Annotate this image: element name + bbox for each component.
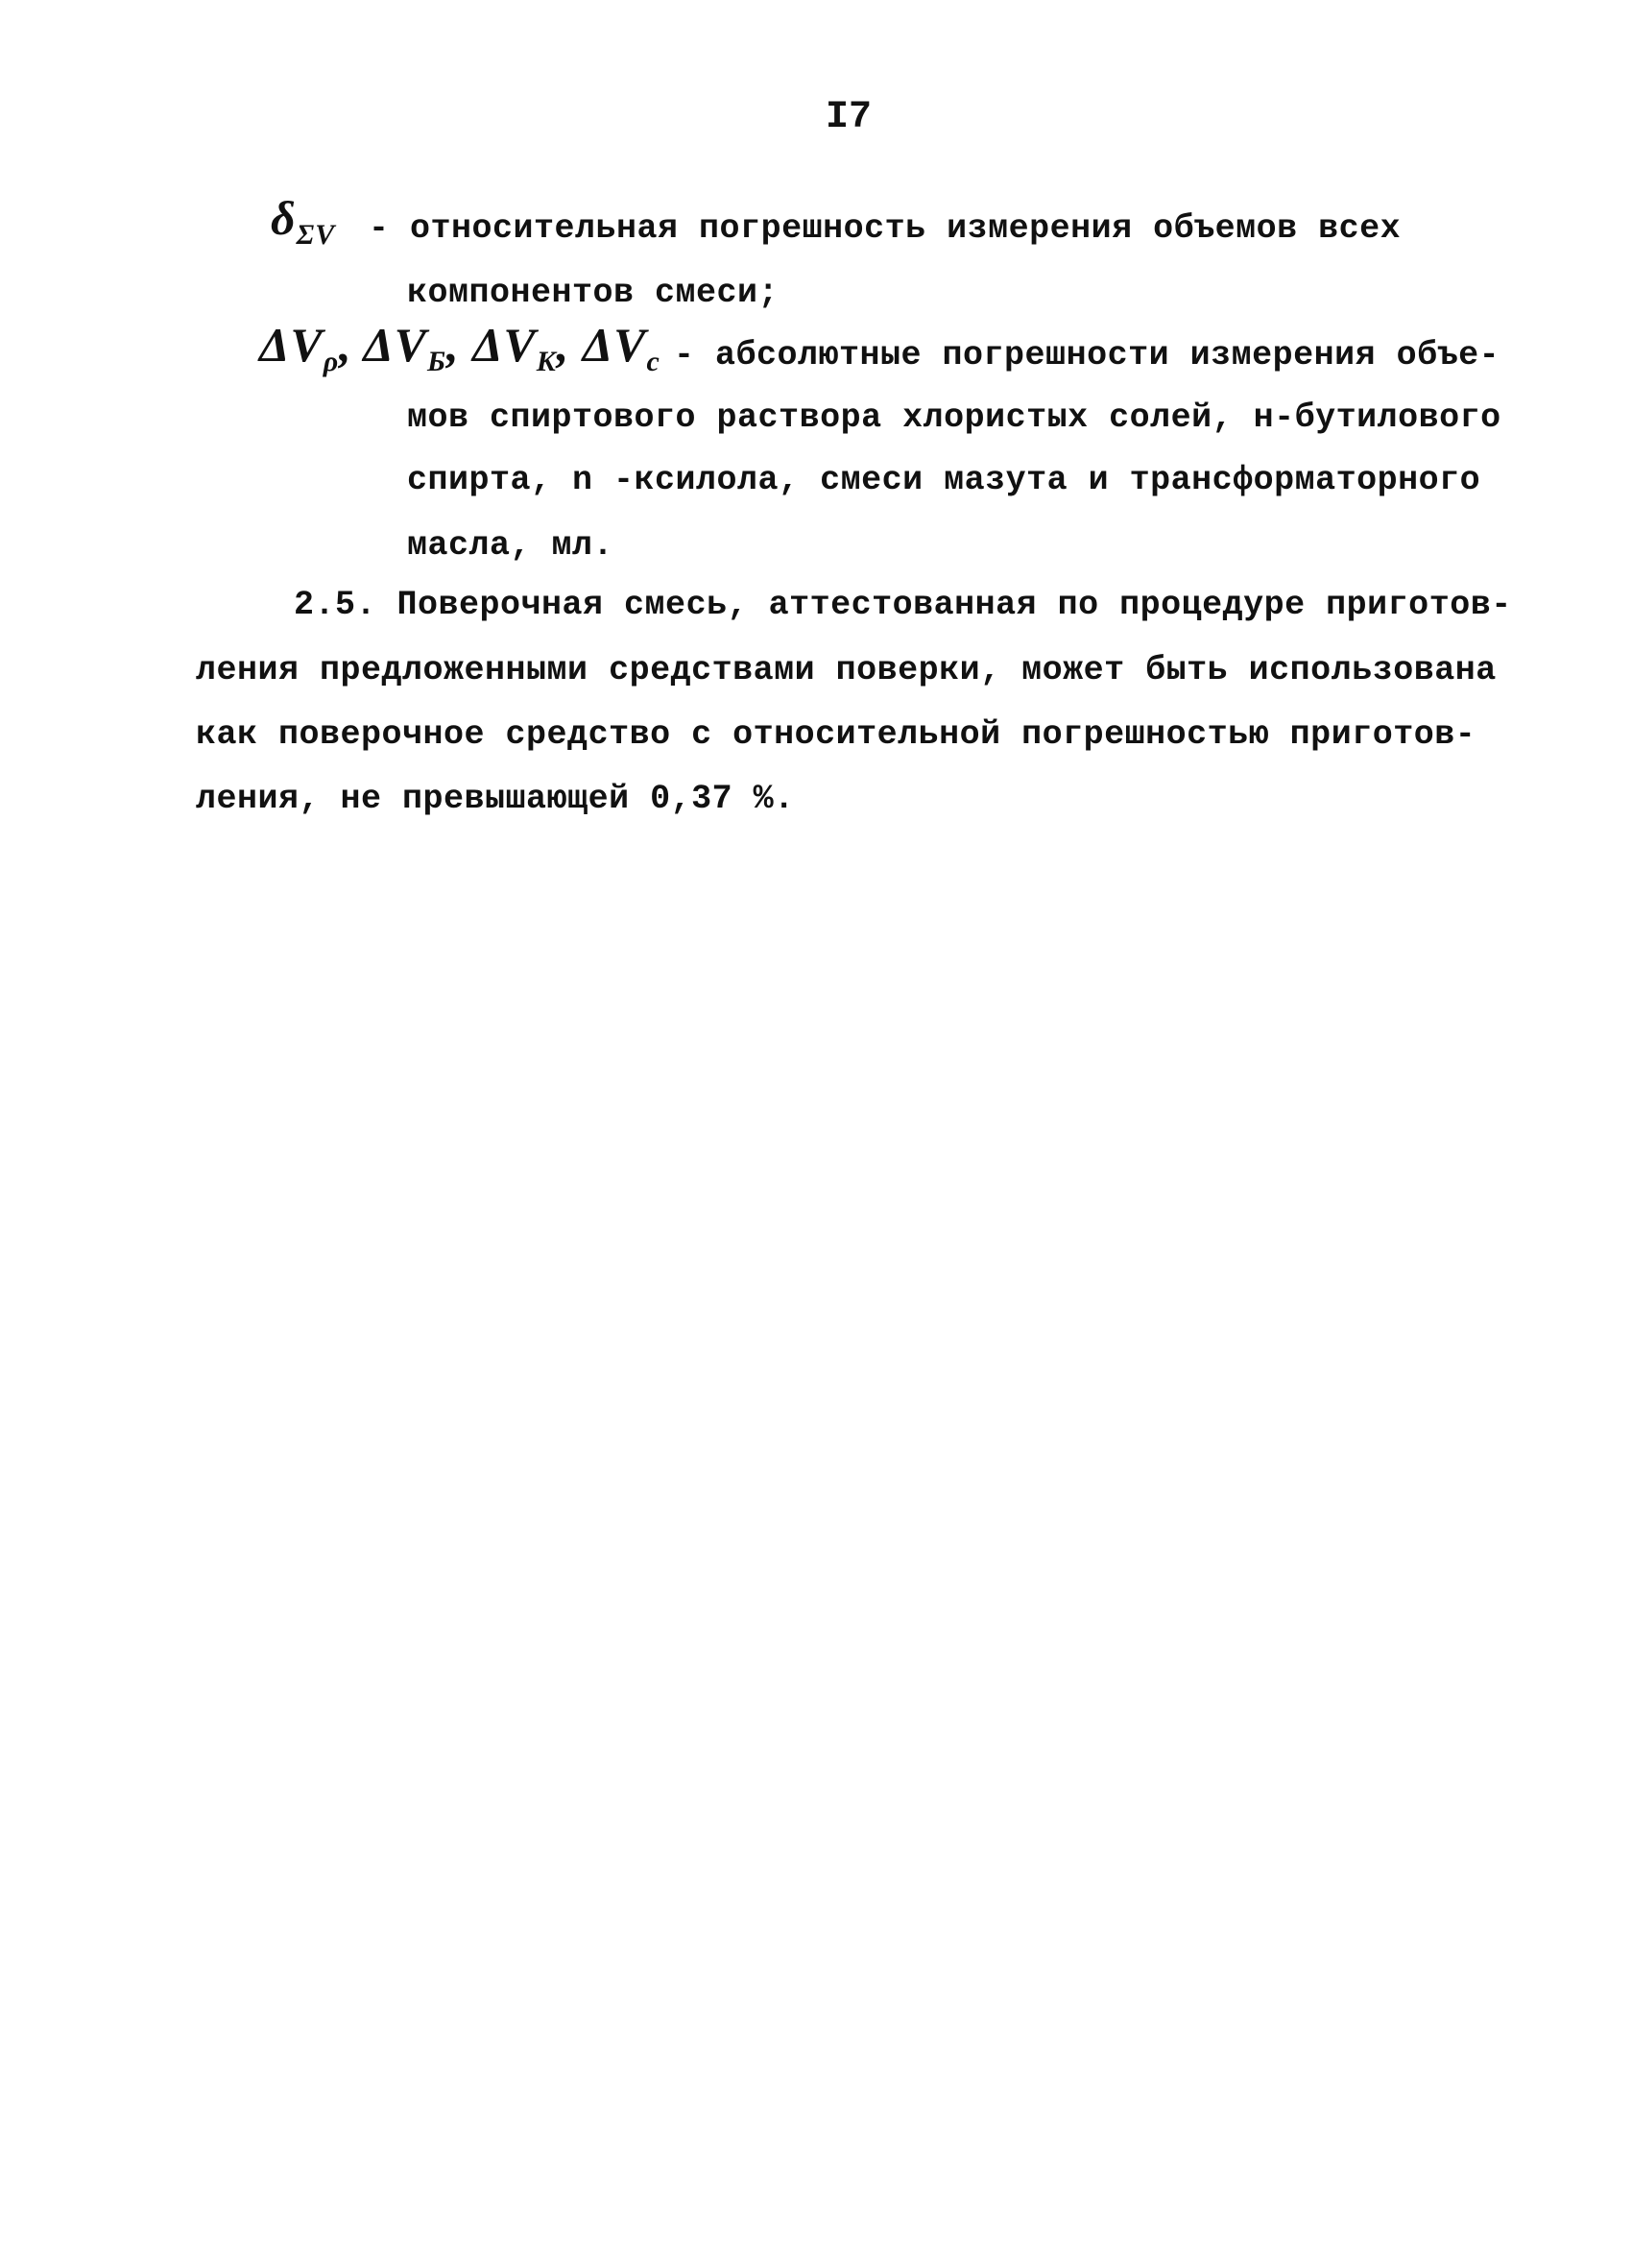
paragraph-line: 2.5. Поверочная смесь, аттестованная по процедуре приготов-	[294, 586, 1512, 624]
symbol-subscript: c	[646, 346, 660, 377]
symbol-main: , ΔV	[446, 318, 537, 372]
definition-symbol	[259, 317, 660, 377]
symbol-subscript: K	[536, 346, 557, 377]
symbol-main: ΔV	[259, 318, 324, 372]
definition-line: масла, мл.	[407, 526, 614, 565]
symbol-subscript: ρ	[323, 346, 340, 377]
symbol-main: δ	[271, 191, 297, 245]
definition-line: мов спиртового раствора хлористых солей, н-бутилового	[407, 398, 1501, 437]
definition-line: - абсолютные погрешности измерения объе-	[674, 336, 1500, 374]
definition-line: компонентов смеси;	[407, 274, 780, 312]
definition-symbol	[271, 190, 336, 251]
symbol-subscript: ΣV	[296, 219, 336, 251]
definition-line: спирта, n -ксилола, смеси мазута и трансформаторного	[407, 461, 1481, 499]
symbol-main: , ΔV	[556, 318, 647, 372]
paragraph-line: ления предложенными средствами поверки, может быть использована	[196, 651, 1497, 689]
page-number: I7	[826, 96, 873, 139]
symbol-main: , ΔV	[339, 318, 428, 372]
symbol-subscript: Б	[427, 346, 447, 377]
paragraph-line: ления, не превышающей 0,37 %.	[196, 780, 795, 818]
definition-line: - относительная погрешность измерения объемов всех	[369, 209, 1402, 248]
paragraph-line: как поверочное средство с относительной погрешностью приготов-	[196, 715, 1476, 754]
